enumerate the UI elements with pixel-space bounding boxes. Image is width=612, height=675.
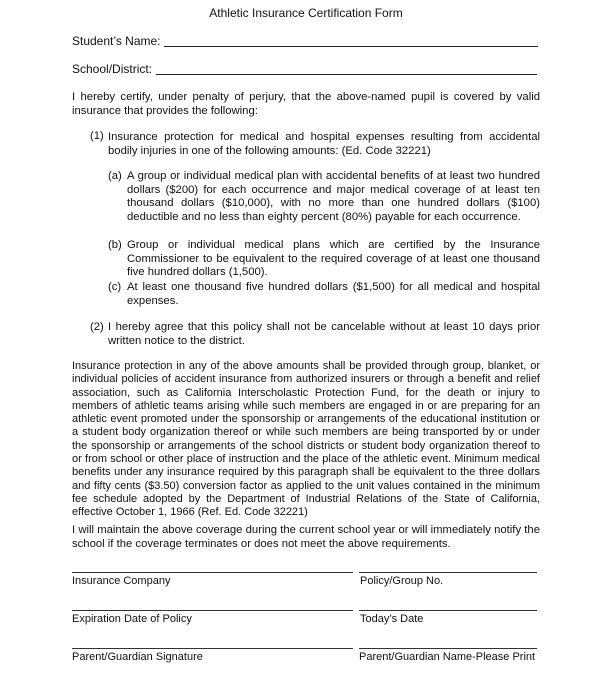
item-1-number: (1) xyxy=(90,130,104,142)
item-a-text: A group or individual medical plan with accidental benefits of at least two hundred dollars ($200) for each occurrence and major medical coverage of at least ten thousand dollars ($10,000), with no more than one hundred dollars ($100) deductible and no less than eighty percent (80%) payable for each occurrence. xyxy=(127,170,540,223)
expiration-date-field[interactable] xyxy=(72,610,353,611)
parent-name-field[interactable] xyxy=(359,648,537,649)
parent-signature-label: Parent/Guardian Signature xyxy=(72,651,203,663)
insurance-company-field[interactable] xyxy=(72,572,353,573)
item-2-number: (2) xyxy=(90,321,104,333)
form-title: Athletic Insurance Certification Form xyxy=(209,6,403,20)
item-a-letter: (a) xyxy=(108,170,122,182)
item-c-text: At least one thousand five hundred dollars ($1,500) for all medical and hospital expenses. xyxy=(127,281,540,307)
item-2-text: I hereby agree that this policy shall not be cancelable without at least 10 days prior written notice to the district. xyxy=(108,321,540,347)
policy-group-label: Policy/Group No. xyxy=(360,575,444,587)
todays-date-field[interactable] xyxy=(359,610,537,611)
parent-signature-field[interactable] xyxy=(72,648,353,649)
protection-paragraph: Insurance protection in any of the above amounts shall be provided through group, blanket, or individual policies of accident insurance from authorized insurers or through a benefit and relief association, such as California Interscholastic Protection Fund, for the death or injury to members of athletic teams arising while such members are engaged in or are preparing for an athletic event promoted under the sponsorship or arrangements of the educational institution or a student body organization thereof or while such members are being transported by or under the sponsorship or arrangements of the school districts or student body organization thereof to or from school or other place of instruction and the place of the athletic event. Minimum medical benefits under any insurance required by this paragraph shall be equivalent to the three dollars and fifty cents ($3.50) conversion factor as applied to the unit values contained in the minimum fee schedule adopted by the Department of Industrial Relations of the State of California, effective October 1, 1966 (Ref. Ed. Code 32221) xyxy=(72,360,540,519)
item-b-text: Group or individual medical plans which are certified by the Insurance Commissioner to be equivalent to the required coverage of at least one thousand five hundred dollars (1,500). xyxy=(127,239,540,279)
expiration-date-label: Expiration Date of Policy xyxy=(72,613,192,625)
maintain-statement: I will maintain the above coverage during the current school year or will immediately notify the school if the coverage terminates or does not meet the above requirements. xyxy=(72,524,540,550)
item-b-letter: (b) xyxy=(108,239,122,251)
policy-group-field[interactable] xyxy=(359,572,537,573)
school-district-field[interactable] xyxy=(156,74,537,75)
student-name-label: Student’s Name: xyxy=(72,34,161,48)
school-district-label: School/District: xyxy=(72,62,153,76)
certify-statement: I hereby certify, under penalty of perjury, that the above-named pupil is covered by valid insurance that provides the following: xyxy=(72,91,540,117)
insurance-company-label: Insurance Company xyxy=(72,575,171,587)
todays-date-label: Today’s Date xyxy=(360,613,424,625)
item-c-letter: (c) xyxy=(108,281,122,293)
student-name-field[interactable] xyxy=(164,46,538,47)
parent-name-label: Parent/Guardian Name-Please Print xyxy=(359,651,536,663)
item-1-text: Insurance protection for medical and hospital expenses resulting from accidental bodily injuries in one of the following amounts: (Ed. Code 32221) xyxy=(108,131,540,157)
